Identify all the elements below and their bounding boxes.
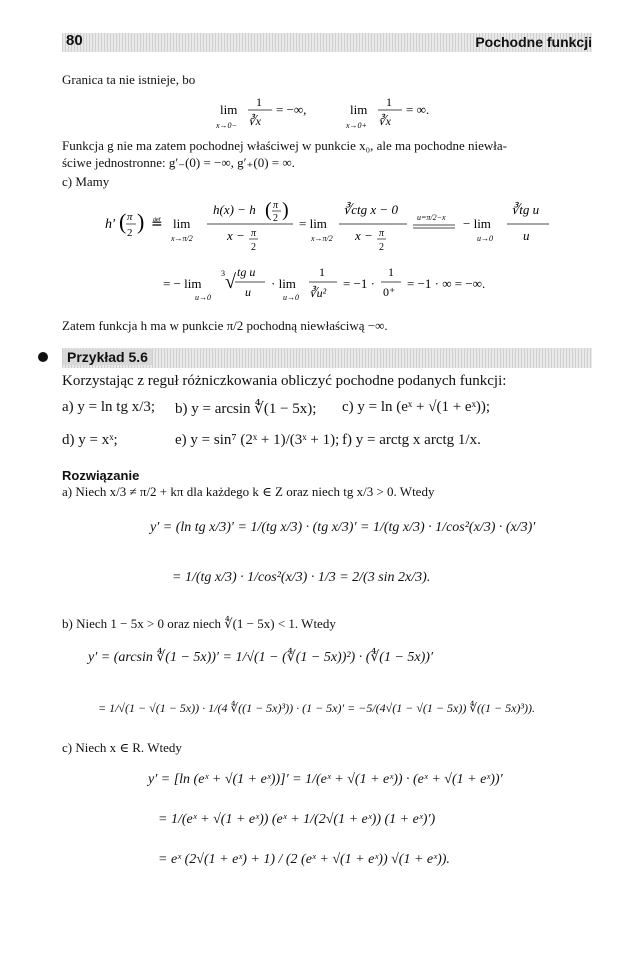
svg-text:1: 1 xyxy=(256,95,262,109)
solution-heading: Rozwiązanie xyxy=(62,468,140,483)
svg-text:u→0: u→0 xyxy=(195,293,211,302)
solution-b-eq1: y′ = (arcsin ∜(1 − 5x))′ = 1/√(1 − (∜(1 − 5x))²) · (∜(1 − 5x))′ xyxy=(88,650,434,665)
svg-text:π: π xyxy=(251,228,257,239)
intro-line: Granica ta nie istnieje, bo xyxy=(62,72,196,87)
solution-c-eq1: y′ = [ln (eˣ + √(1 + eˣ))]′ = 1/(eˣ + √(1 + eˣ)) · (eˣ + √(1 + eˣ))′ xyxy=(148,772,503,787)
svg-text:): ) xyxy=(282,199,289,221)
task-d: d) y = xˣ; xyxy=(62,432,118,448)
svg-text:≝: ≝ xyxy=(151,217,163,232)
solution-c-eq3: = eˣ (2√(1 + eˣ) + 1) / (2 (eˣ + √(1 + eˣ)) √(1 + eˣ)). xyxy=(158,852,450,867)
solution-c-condition: c) Niech x ∈ R. Wtedy xyxy=(62,740,182,755)
running-title: Pochodne funkcji xyxy=(475,34,592,50)
solution-a-eq2: = 1/(tg x/3) · 1/cos²(x/3) · 1/3 = 2/(3 sin 2x/3). xyxy=(172,570,431,585)
svg-text:2: 2 xyxy=(251,242,256,253)
svg-text:1: 1 xyxy=(319,265,325,279)
solution-a-condition: a) Niech x/3 ≠ π/2 + kπ dla każdego k ∈ Z oraz niech tg x/3 > 0. Wtedy xyxy=(62,484,435,499)
svg-text:∛u²: ∛u² xyxy=(309,286,327,300)
svg-text:∛x: ∛x xyxy=(378,114,391,128)
part-c-formula xyxy=(105,196,575,306)
svg-text:· lim: · lim xyxy=(271,276,296,291)
svg-text:lim: lim xyxy=(220,102,238,117)
svg-text:π: π xyxy=(379,228,385,239)
svg-text:x→π/2: x→π/2 xyxy=(311,234,333,243)
task-e: e) y = sin⁷ (2ˣ + 1)/(3ˣ + 1); xyxy=(175,432,340,448)
svg-text:= − lim: = − lim xyxy=(163,276,202,291)
svg-text:= −1 ·: = −1 · xyxy=(343,276,375,291)
svg-text:∛tg u: ∛tg u xyxy=(511,202,540,217)
task-c: c) y = ln (eˣ + √(1 + eˣ)); xyxy=(342,399,491,415)
intro-paragraph-2: ściwe jednostronne: g′₋(0) = −∞, g′₊(0) = ∞. xyxy=(62,155,295,170)
svg-text:u→0: u→0 xyxy=(283,293,299,302)
svg-text:u: u xyxy=(245,285,251,299)
svg-text:− lim: − lim xyxy=(463,216,491,231)
svg-text:3: 3 xyxy=(221,269,225,278)
svg-text:= −1 · ∞ = −∞.: = −1 · ∞ = −∞. xyxy=(407,276,486,291)
solution-b-eq2: = 1/√(1 − √(1 − 5x)) · 1/(4 ∜((1 − 5x)³)) · (1 − 5x)′ = −5/(4√(1 − √(1 − 5x)) ∜((1 − 5x)³)). xyxy=(98,701,535,715)
svg-text:2: 2 xyxy=(379,242,384,253)
svg-text:0⁺: 0⁺ xyxy=(383,285,396,299)
svg-text:√: √ xyxy=(225,271,236,293)
task-f: f) y = arctg x arctg 1/x. xyxy=(342,432,481,448)
svg-text:x→0−: x→0− xyxy=(216,121,237,130)
svg-text:h(x) − h: h(x) − h xyxy=(213,202,256,217)
svg-text:π: π xyxy=(127,211,133,223)
svg-text:x→0+: x→0+ xyxy=(346,121,367,130)
svg-text:x −: x − xyxy=(355,228,373,243)
svg-text:u→0: u→0 xyxy=(477,234,493,243)
limits-formula xyxy=(216,95,460,134)
svg-text:∛x: ∛x xyxy=(248,114,261,128)
svg-text:lim: lim xyxy=(173,216,191,231)
svg-text:lim: lim xyxy=(350,102,368,117)
part-c-conclusion: Zatem funkcja h ma w punkcie π/2 pochodną niewłaściwą −∞. xyxy=(62,318,388,333)
svg-text:2: 2 xyxy=(127,227,133,239)
svg-text:x −: x − xyxy=(227,228,245,243)
svg-text:= −∞,: = −∞, xyxy=(276,102,307,117)
svg-text:(: ( xyxy=(265,199,272,221)
svg-text:1: 1 xyxy=(386,95,392,109)
svg-text:u: u xyxy=(523,228,530,243)
example-label: Przykład 5.6 xyxy=(63,349,152,365)
example-instruction: Korzystając z reguł różniczkowania obliczyć pochodne podanych funkcji: xyxy=(62,373,507,389)
intro-paragraph-1: Funkcja g nie ma zatem pochodnej właściwej w punkcie x₀, ale ma pochodne niewła- xyxy=(62,138,507,153)
svg-text:h′: h′ xyxy=(105,217,116,232)
svg-text:tg u: tg u xyxy=(237,265,256,279)
svg-text:u=π/2−x: u=π/2−x xyxy=(417,213,446,222)
part-c-label: c) Mamy xyxy=(62,174,110,189)
solution-a-eq1: y′ = (ln tg x/3)′ = 1/(tg x/3) · (tg x/3)′ = 1/(tg x/3) · 1/cos²(x/3) · (x/3)′ xyxy=(150,520,536,535)
example-bullet xyxy=(38,352,48,362)
svg-text:x→π/2: x→π/2 xyxy=(171,234,193,243)
svg-text:2: 2 xyxy=(273,213,278,224)
svg-text:∛ctg x − 0: ∛ctg x − 0 xyxy=(343,202,398,217)
task-a: a) y = ln tg x/3; xyxy=(62,399,156,415)
svg-text:): ) xyxy=(137,209,145,234)
solution-c-eq2: = 1/(eˣ + √(1 + eˣ)) (eˣ + 1/(2√(1 + eˣ)) (1 + eˣ)′) xyxy=(158,812,436,827)
svg-text:1: 1 xyxy=(388,265,394,279)
page-number: 80 xyxy=(66,32,83,49)
solution-b-condition: b) Niech 1 − 5x > 0 oraz niech ∜(1 − 5x) < 1. Wtedy xyxy=(62,616,336,631)
task-b: b) y = arcsin ∜(1 − 5x); xyxy=(175,401,317,417)
svg-text:= lim: = lim xyxy=(299,216,327,231)
svg-text:= ∞.: = ∞. xyxy=(406,102,430,117)
svg-text:(: ( xyxy=(119,209,127,234)
svg-text:π: π xyxy=(273,200,279,211)
